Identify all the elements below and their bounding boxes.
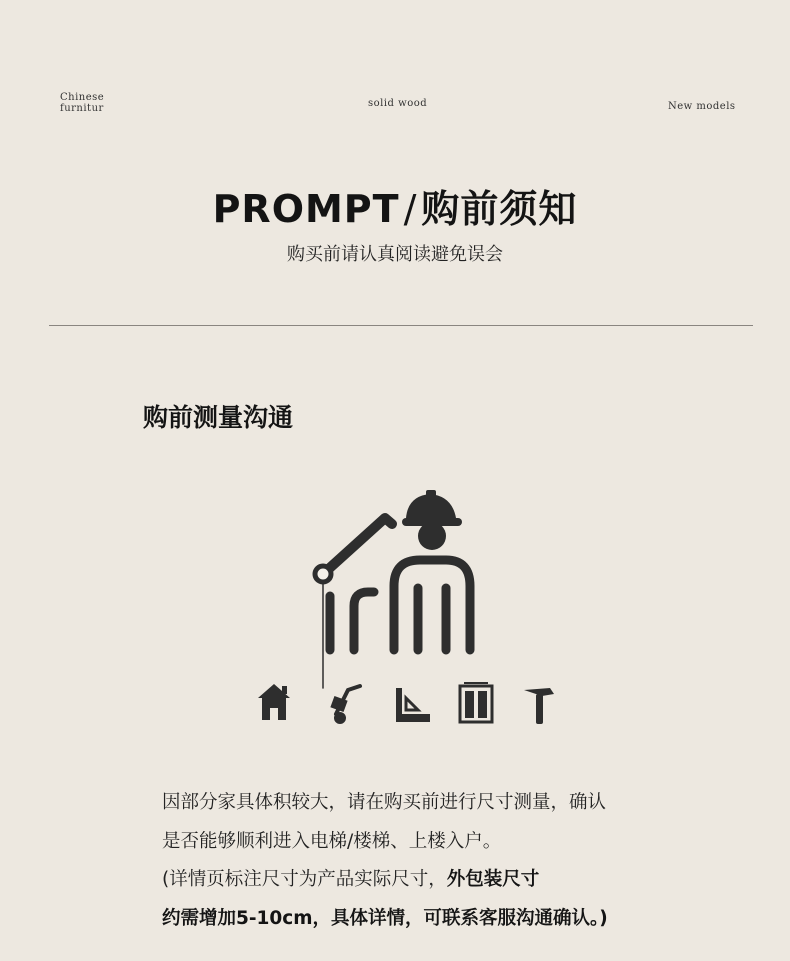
page-subtitle: 购买前请认真阅读避免误会 bbox=[287, 244, 503, 265]
measuring-tape-worker-icon bbox=[315, 518, 470, 688]
hard-hat-icon bbox=[402, 490, 462, 550]
notice-line-3-bold: 外包装尺寸 bbox=[446, 869, 540, 890]
notice-body bbox=[162, 784, 722, 938]
notice-line-3 bbox=[162, 861, 722, 900]
measurement-illustration bbox=[250, 488, 570, 738]
brand-label-left-line2: furnitur bbox=[60, 103, 104, 114]
house-icon bbox=[258, 684, 290, 720]
ruler-icon bbox=[396, 688, 430, 722]
elevator-icon bbox=[460, 682, 492, 722]
page-title-cn: 购前须知 bbox=[421, 187, 578, 231]
notice-line-3-normal: (详情页标注尺寸为产品实际尺寸， bbox=[162, 869, 447, 890]
page-title bbox=[0, 178, 790, 233]
divider bbox=[49, 325, 753, 326]
brand-label-right: New models bbox=[668, 101, 736, 112]
page-title-en: PROMPT bbox=[212, 187, 400, 231]
brand-label-middle: solid wood bbox=[368, 98, 428, 109]
page-title-separator: / bbox=[403, 187, 418, 231]
brand-label-left-line1: Chinese bbox=[60, 92, 105, 103]
notice-line-2: 是否能够顺利进入电梯/楼梯、上楼入户。 bbox=[162, 830, 502, 852]
notice-line-4: 约需增加5-10cm，具体详情，可联系客服沟通确认。) bbox=[162, 907, 608, 929]
brand-label-left bbox=[60, 92, 104, 114]
hand-truck-icon bbox=[330, 686, 360, 722]
hammer-icon bbox=[524, 688, 554, 724]
notice-line-1: 因部分家具体积较大，请在购买前进行尺寸测量，确认 bbox=[162, 792, 607, 813]
section-title: 购前测量沟通 bbox=[143, 403, 294, 432]
